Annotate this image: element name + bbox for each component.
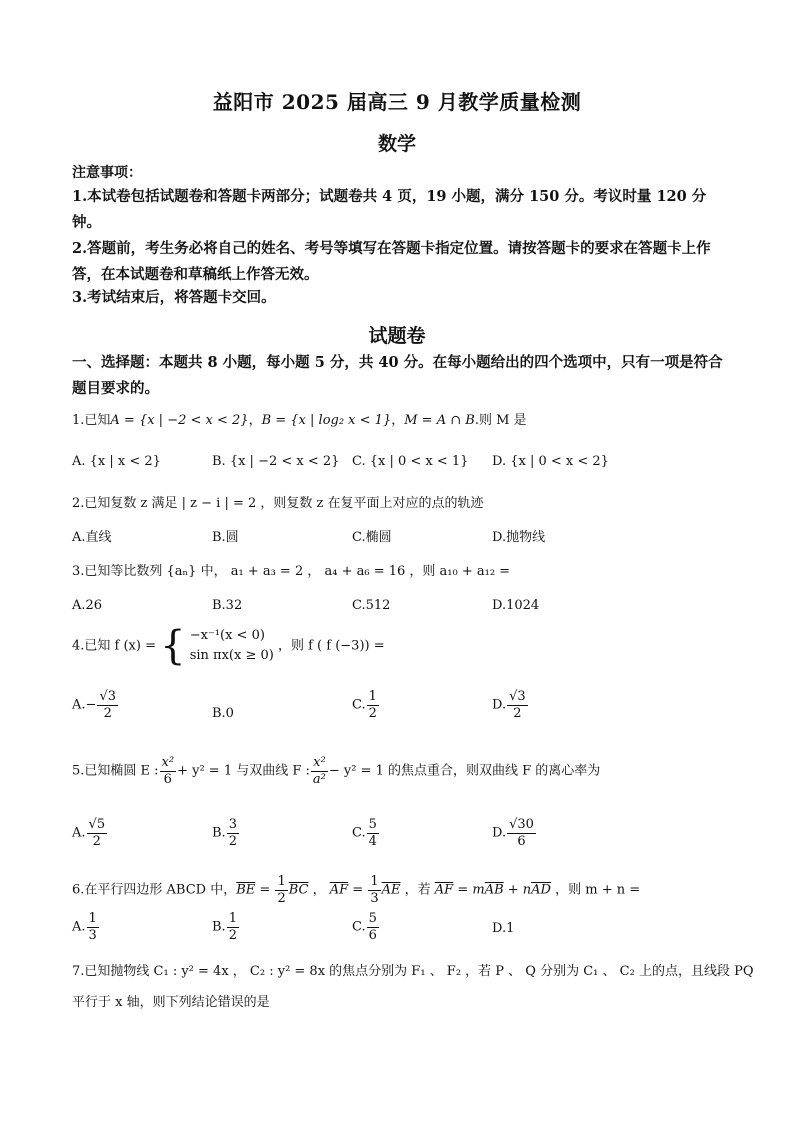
option-label: C. xyxy=(352,825,366,841)
q6-post: ，则 m + n = xyxy=(550,882,641,898)
q4-case-1: −x⁻¹(x < 0) xyxy=(189,628,265,643)
fraction xyxy=(87,818,108,848)
fraction xyxy=(367,818,379,848)
q5-option-d xyxy=(492,818,537,848)
denominator: 2 xyxy=(277,890,286,906)
numerator: 1 xyxy=(277,874,286,889)
fraction xyxy=(367,690,379,720)
vector: $\overline{BC}$ xyxy=(288,882,309,898)
q1-option-a: A. {x | x < 2} xyxy=(72,454,161,469)
fraction xyxy=(311,756,328,786)
denominator: 2 xyxy=(513,705,522,721)
q1-set-m: M = A ∩ B xyxy=(404,413,475,428)
vector: $\overline{BE}$ xyxy=(236,882,256,898)
equals: = xyxy=(255,882,275,898)
option-label: D. xyxy=(492,825,507,841)
separator: ， xyxy=(308,882,330,898)
fraction xyxy=(87,912,99,942)
fraction xyxy=(227,912,239,942)
q1-set-a: A = {x | −2 < x < 2} xyxy=(110,413,249,428)
denominator: 2 xyxy=(228,833,237,849)
question-2: 2.已知复数 z 满足 | z − i | = 2 ，则复数 z 在复平面上对应的点的轨迹 xyxy=(72,496,484,511)
numerator: √5 xyxy=(88,817,106,832)
q1-sep: ， xyxy=(248,413,262,428)
q2-option-c: C.椭圆 xyxy=(352,530,392,545)
denominator: 2 xyxy=(103,705,112,721)
q1-sep: ， xyxy=(391,413,405,428)
q6-mid: ，若 xyxy=(400,882,435,898)
q5-post: − y² = 1 的焦点重合，则双曲线 F 的离心率为 xyxy=(328,763,601,779)
numerator: 5 xyxy=(368,817,377,832)
subject-title: 数学 xyxy=(377,133,416,155)
equals: = m xyxy=(453,882,485,898)
q6-option-c xyxy=(352,912,380,942)
q4-pre: 4.已知 f (x) = xyxy=(72,638,156,654)
question-4 xyxy=(72,623,385,669)
q5-pre: 5.已知椭圆 E : xyxy=(72,763,159,779)
numerator: 1 xyxy=(88,911,97,926)
q6-option-a xyxy=(72,912,100,942)
q3-option-b: B.32 xyxy=(212,598,243,613)
q1-option-d: D. {x | 0 < x < 2} xyxy=(492,454,609,469)
q5-option-b xyxy=(212,818,240,848)
option-label: A. xyxy=(72,697,86,713)
numerator: 1 xyxy=(228,911,237,926)
denominator: 2 xyxy=(92,833,101,849)
fraction xyxy=(97,690,118,720)
q1-post: .则 M 是 xyxy=(474,413,527,428)
q2-option-a: A.直线 xyxy=(72,530,112,545)
question-7-line-1: 7.已知抛物线 C₁ : y² = 4x ， C₂ : y² = 8x 的焦点分别为 F₁ 、 F₂ ，若 P 、 Q 分别为 C₁ 、 C₂ 上的点，且线段 PQ xyxy=(72,964,754,979)
q4-option-c xyxy=(352,690,380,720)
plus: + n xyxy=(503,882,532,898)
question-5 xyxy=(72,756,600,786)
q4-option-d xyxy=(492,690,529,720)
equals: = xyxy=(348,882,368,898)
exam-title: 益阳市 2025 届高三 9 月教学质量检测 xyxy=(212,90,582,114)
vector: $\overline{AF}$ xyxy=(434,882,454,898)
q5-option-a xyxy=(72,818,108,848)
option-label: B. xyxy=(212,919,226,935)
q6-option-b xyxy=(212,912,240,942)
section-1-heading: 一、选择题：本题共 8 小题，每小题 5 分，共 40 分。在每小题给出的四个选项中，只有一项是符合题目要求的。 xyxy=(72,354,723,397)
option-label: A. xyxy=(72,919,86,935)
notes-heading: 注意事项： xyxy=(72,165,142,181)
vector: $\overline{AD}$ xyxy=(531,882,551,898)
q6-option-d: D.1 xyxy=(492,921,515,936)
question-1 xyxy=(72,411,527,431)
paper-title: 试题卷 xyxy=(368,325,426,347)
fraction xyxy=(160,756,177,786)
numerator: 5 xyxy=(368,911,377,926)
vector: $\overline{AB}$ xyxy=(484,882,504,898)
q3-option-c: C.512 xyxy=(352,598,391,613)
note-1: 1.本试卷包括试题卷和答题卡两部分；试题卷共 4 页，19 小题，满分 150 分。考议时量 120 分钟。 xyxy=(72,188,707,231)
vector: $\overline{AE}$ xyxy=(381,882,401,898)
option-label: B. xyxy=(212,825,226,841)
question-3: 3.已知等比数列 {aₙ} 中， a₁ + a₃ = 2 ， a₄ + a₆ = 16 ，则 a₁₀ + a₁₂ = xyxy=(72,564,511,579)
denominator: 6 xyxy=(163,771,172,787)
q2-option-d: D.抛物线 xyxy=(492,530,546,545)
denominator: a² xyxy=(312,771,326,787)
denominator: 2 xyxy=(368,705,377,721)
q4-piecewise xyxy=(160,623,274,669)
q1-set-b: B = {x | log₂ x < 1} xyxy=(261,413,392,428)
denominator: 4 xyxy=(368,833,377,849)
q1-option-b: B. {x | −2 < x < 2} xyxy=(212,454,340,469)
numerator: √30 xyxy=(509,817,534,832)
q2-option-b: B.圆 xyxy=(212,530,239,545)
q3-option-d: D.1024 xyxy=(492,598,540,613)
option-label: C. xyxy=(352,697,366,713)
denominator: 2 xyxy=(228,927,237,943)
denominator: 3 xyxy=(370,890,379,906)
numerator: 1 xyxy=(370,874,379,889)
denominator: 6 xyxy=(368,927,377,943)
fraction xyxy=(227,818,239,848)
q4-option-a xyxy=(72,690,119,720)
numerator: √3 xyxy=(99,689,116,704)
option-label: D. xyxy=(492,697,507,713)
q4-post: ，则 f ( f (−3)) = xyxy=(277,638,385,654)
fraction xyxy=(367,912,379,942)
left-brace: { xyxy=(160,623,186,669)
q4-option-b: B.0 xyxy=(212,706,234,721)
denominator: 6 xyxy=(517,833,526,849)
option-label: C. xyxy=(352,919,366,935)
q4-case-2: sin πx(x ≥ 0) xyxy=(189,648,274,663)
note-2: 2.答题前，考生务必将自己的姓名、考号等填写在答题卡指定位置。请按答题卡的要求在答题卡上作答，在本试题卷和草稿纸上作答无效。 xyxy=(72,240,711,283)
vector: $\overline{AF}$ xyxy=(329,882,349,898)
q1-pre: 1.已知 xyxy=(72,413,111,428)
q6-pre: 6.在平行四边形 ABCD 中， xyxy=(72,882,237,898)
q5-mid: + y² = 1 与双曲线 F : xyxy=(177,763,310,779)
denominator: 3 xyxy=(88,927,97,943)
numerator: x² xyxy=(311,756,328,772)
numerator: x² xyxy=(161,755,175,770)
fraction xyxy=(275,875,287,905)
q3-option-a: A.26 xyxy=(72,598,103,613)
fraction xyxy=(507,690,528,720)
numerator: 3 xyxy=(228,817,237,832)
minus-sign: − xyxy=(85,697,97,713)
question-6 xyxy=(72,875,640,905)
fraction xyxy=(507,818,536,848)
fraction xyxy=(368,875,380,905)
note-3: 3.考试结束后，将答题卡交回。 xyxy=(72,289,276,306)
question-7-line-2: 平行于 x 轴，则下列结论错误的是 xyxy=(72,995,270,1010)
numerator: √3 xyxy=(509,689,526,704)
q1-option-c: C. {x | 0 < x < 1} xyxy=(352,454,469,469)
option-label: A. xyxy=(72,825,86,841)
q5-option-c xyxy=(352,818,380,848)
numerator: 1 xyxy=(368,689,377,704)
